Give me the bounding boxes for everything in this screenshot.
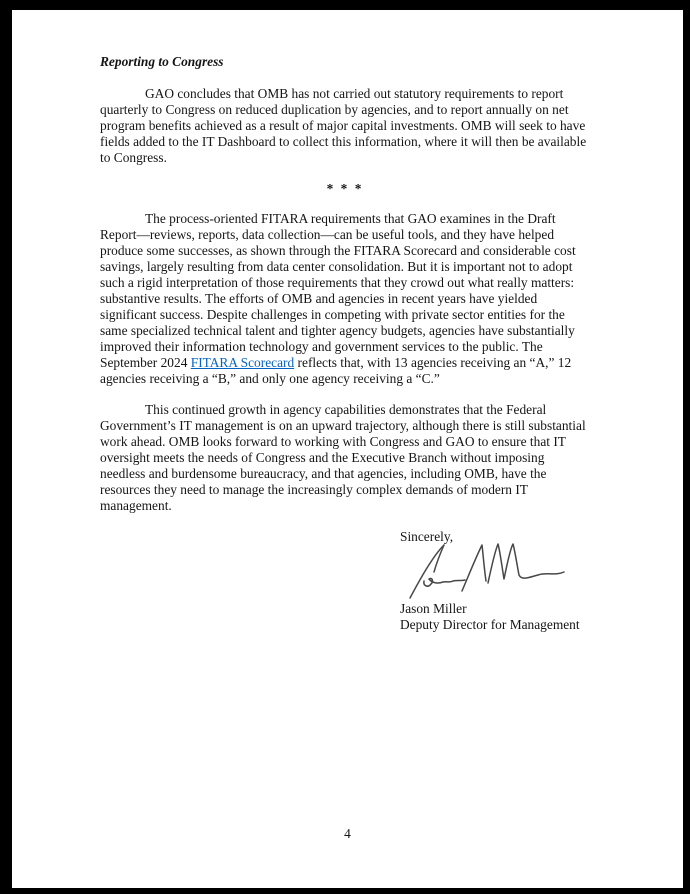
paragraph-fitara-text-after: reflects that, with 13 agencies receiving an “A,” 12 agencies receiving a “B,” and only one agency receiving a “C.”	[100, 355, 572, 386]
paragraph-fitara-text-before: The process-oriented FITARA requirements that GAO examines in the Draft Report—reviews, reports, data collection—can be useful tools, and they have helped produce some successes, as shown through the FITARA Scorecard and considerable cost savings, largely resulting from data center consolidation. But it is important not to adopt such a rigid interpretation of those requirements that they crowd out what really matters: substantive results. The efforts of OMB and agencies in recent years have yielded significant success. Despite challenges in competing with private sector entities for the same specialized technical talent and tighter agency budgets, agencies have substantially improved their information technology and government services to the public. The September 2024	[100, 211, 576, 370]
fitara-scorecard-link[interactable]: FITARA Scorecard	[190, 355, 295, 370]
document-page	[12, 10, 683, 888]
paragraph-growth: This continued growth in agency capabilities demonstrates that the Federal Government’s IT management is on an upward trajectory, although there is still substantial work ahead. OMB looks forward to working with Congress and GAO to ensure that IT oversight meets the needs of Congress and the Executive Branch without imposing needless and burdensome bureaucracy, and that agencies, including OMB, have the resources they need to manage the increasingly complex demands of modern IT management.	[100, 402, 586, 513]
paragraph-fitara	[100, 211, 590, 387]
page-number: 4	[344, 826, 351, 841]
asterisk-separator: * * *	[326, 181, 364, 196]
section-heading: Reporting to Congress	[100, 54, 224, 69]
handwritten-signature-image	[404, 541, 572, 601]
signature-block	[400, 529, 590, 633]
closing-salutation: Sincerely,	[400, 529, 454, 544]
signer-title: Deputy Director for Management	[400, 617, 580, 632]
paragraph-reporting: GAO concludes that OMB has not carried out statutory requirements to report quarterly to Congress on reduced duplication by agencies, and to report annually on net program benefits achieved as a result of major capital investments. OMB will seek to have fields added to the IT Dashboard to collect this information, where it will then be available to Congress.	[100, 86, 587, 165]
signer-name: Jason Miller	[400, 601, 467, 616]
document-content	[12, 10, 683, 633]
